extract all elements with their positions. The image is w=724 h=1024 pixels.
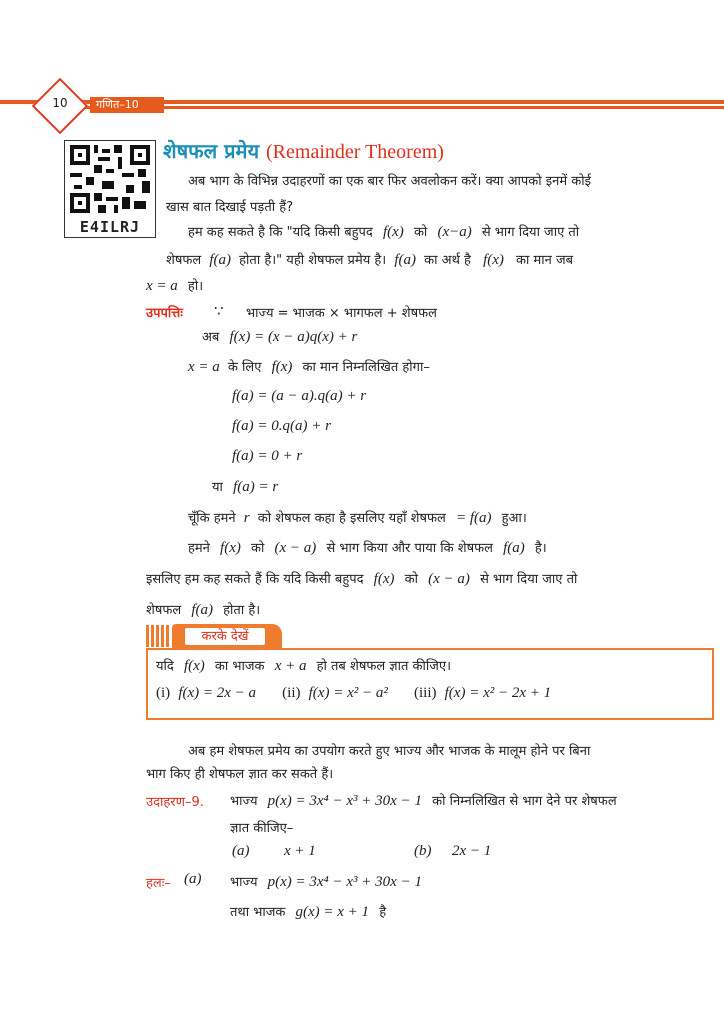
text: हो। [187, 279, 204, 294]
proof-line2 [188, 357, 430, 376]
math: p(x) = 3x⁴ − x³ + 30x − 1 [267, 793, 422, 809]
math: f(a) [394, 252, 417, 268]
text: का मान निम्नलिखित होगा– [302, 360, 430, 375]
para4-line1: अब हम शेषफल प्रमेय का उपयोग करते हुए भाज्य और भाजक के मालूम होने पर बिना [188, 744, 591, 759]
page-number: 10 [52, 96, 68, 110]
text: भाज्य [230, 875, 258, 890]
text: चूँकि हमने [188, 511, 236, 526]
box-stripes [146, 625, 172, 647]
proof-line6 [212, 477, 278, 496]
qr-label: E4ILRJ [79, 218, 141, 236]
example-opt-a: (a) [232, 843, 250, 859]
text: हमने [188, 541, 210, 556]
para1-line2: खास बात दिखाई पड़ती हैं? [166, 200, 294, 215]
text: को [404, 572, 418, 587]
text: का अर्थ है [424, 253, 471, 268]
qr-code-icon[interactable] [70, 145, 150, 213]
text: के लिए [227, 360, 262, 375]
part-label: (ii) [282, 685, 301, 701]
text: या [212, 480, 223, 495]
example-opt-b: (b) [414, 843, 432, 859]
text: हुआ। [501, 511, 527, 526]
text: को निम्नलिखित से भाग देने पर शेषफल [432, 794, 617, 809]
math: f(x) [382, 224, 404, 240]
math: r [243, 510, 250, 526]
since-symbol: ∵ [214, 302, 224, 320]
math: f(a) [191, 602, 214, 618]
para3-line3 [146, 569, 577, 588]
math: = f(a) [455, 510, 492, 526]
math: f(a) [503, 540, 525, 556]
para2-line1 [188, 222, 579, 241]
solution-label: हलः– [146, 876, 171, 891]
math: f(a) = r [233, 479, 279, 495]
math: f(x) [373, 571, 395, 587]
para3-line1 [188, 508, 527, 527]
math: f(x) = 2x − a [178, 685, 257, 701]
text: शेषफल [166, 253, 202, 268]
math: f(x) [183, 658, 205, 674]
solution-line1 [230, 872, 422, 891]
title-english: (Remainder Theorem) [266, 141, 444, 163]
para4-line2: भाग किए ही शेषफल ज्ञात कर सकते हैं। [146, 767, 334, 782]
text: यदि [156, 659, 174, 674]
text: हो तब शेषफल ज्ञात कीजिए। [316, 659, 452, 674]
text: को शेषफल कहा है इसलिए यहाँ शेषफल [257, 511, 446, 526]
text: से भाग दिया जाए तो [481, 225, 580, 240]
try-question [156, 656, 451, 675]
math: (x − a) [274, 540, 317, 556]
text: इसलिए हम कह सकते हैं कि यदि किसी बहुपद [146, 572, 364, 587]
math: x = a [188, 359, 220, 375]
math: f(x) = x² − 2x + 1 [444, 685, 552, 701]
text: है। [534, 541, 547, 556]
proof-line3: f(a) = (a − a).q(a) + r [232, 388, 367, 404]
section-title [163, 137, 444, 164]
proof-label: उपपत्तिः [146, 306, 183, 321]
part-label: (i) [156, 685, 171, 701]
para1-line1: अब भाग के विभिन्न उदाहरणों का एक बार फिर अवलोकन करें। क्या आपको इनमें कोई [188, 174, 592, 189]
example-opt-a-value: x + 1 [284, 843, 316, 859]
text: को [251, 541, 265, 556]
para3-line4 [146, 600, 260, 619]
text: को [413, 225, 428, 240]
math: f(a) [209, 252, 232, 268]
proof-line1 [202, 327, 357, 346]
para3-line2 [188, 538, 547, 557]
text: शेषफल [146, 603, 182, 618]
math: g(x) = x + 1 [295, 904, 370, 920]
math: f(x) [483, 252, 504, 268]
math: f(x) = (x − a)q(x) + r [229, 329, 358, 345]
text: का मान जब [516, 253, 574, 268]
example-line2: ज्ञात कीजिए– [230, 821, 294, 836]
text: अब [202, 330, 220, 345]
try-box-heading: करके देखें [185, 628, 265, 645]
solution-line2 [230, 902, 386, 921]
text: होता है। [223, 603, 261, 618]
text: से भाग दिया जाए तो [480, 572, 578, 587]
text: से भाग किया और पाया कि शेषफल [326, 541, 493, 556]
math: x = a [146, 278, 178, 294]
math: f(x) [220, 540, 241, 556]
title-hindi: शेषफल प्रमेय [163, 139, 260, 163]
proof-line0: भाज्य = भाजक × भागफल + शेषफल [246, 306, 437, 321]
section-tag: गणित–10 [90, 97, 164, 113]
text: होता है।" यही शेषफल प्रमेय है। [239, 253, 387, 268]
solution-part: (a) [184, 871, 202, 887]
text: हम कह सकते है कि "यदि किसी बहुपद [188, 225, 373, 240]
text: भाज्य [230, 794, 258, 809]
para2-line2 [166, 250, 573, 269]
text: है [379, 905, 387, 920]
example-label: उदाहरण–9. [146, 795, 204, 810]
proof-line4: f(a) = 0.q(a) + r [232, 418, 331, 434]
math: f(x) = x² − a² [308, 685, 388, 701]
example-line1 [230, 791, 617, 810]
text: का भाजक [214, 659, 265, 674]
try-parts [156, 685, 551, 702]
example-opt-b-value: 2x − 1 [452, 843, 492, 859]
part-label: (iii) [414, 685, 437, 701]
math: f(x) [271, 359, 293, 375]
para2-line3 [146, 276, 203, 295]
text: तथा भाजक [230, 905, 286, 920]
proof-line5: f(a) = 0 + r [232, 448, 303, 464]
math: (x − a) [428, 571, 470, 587]
math: (x−a) [437, 224, 472, 240]
math: x + a [274, 658, 307, 674]
math: p(x) = 3x⁴ − x³ + 30x − 1 [267, 874, 422, 890]
